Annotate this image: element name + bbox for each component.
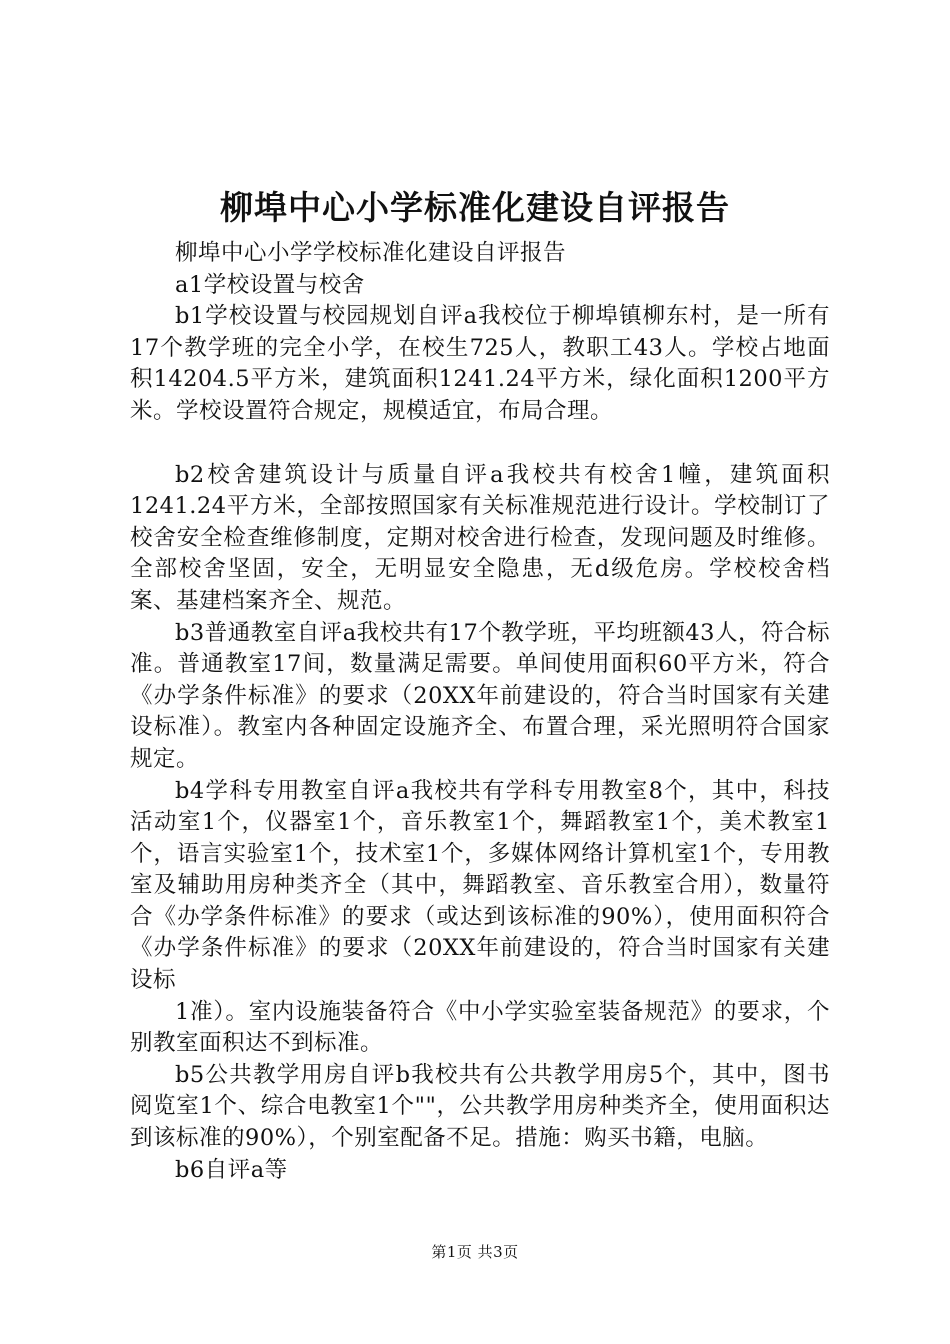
paragraph-b2: b2校舍建筑设计与质量自评a我校共有校舍1幢，建筑面积1241.24平方米，全部按照国家有关标准规范进行设计。学校制订了校舍安全检查维修制度，定期对校舍进行检查，发现问题及时维修。全部校舍坚固，安全，无明显安全隐患，无d级危房。学校校舍档案、基建档案齐全、规范。 [130,461,830,614]
paragraph-b4: b4学科专用教室自评a我校共有学科专用教室8个，其中，科技活动室1个，仪器室1个，音乐教室1个，舞蹈教室1个，美术教室1个，语言实验室1个，技术室1个，多媒体网络计算机室1个，专用教室及辅助用房种类齐全（其中，舞蹈教室、音乐教室合用），数量符合《办学条件标准》的要求（或达到该标准的90%），使用面积符合《办学条件标准》的要求（20XX年前建设的，符合当时国家有关建设标 [130,777,830,994]
paragraph-subtitle: 柳埠中心小学学校标准化建设自评报告 [175,240,567,266]
paragraph-section-a1: a1学校设置与校舍 [175,271,365,298]
paragraph-b5: b5公共教学用房自评b我校共有公共教学用房5个，其中，图书阅览室1个、综合电教室1个""，公共教学用房种类齐全，使用面积达到该标准的90%），个别室配备不足。措施：购买书籍，电脑。 [130,1061,830,1152]
document-title: 柳埠中心小学标准化建设自评报告 [220,188,730,227]
paragraph-b3: b3普通教室自评a我校共有17个教学班，平均班额43人，符合标准。普通教室17间，数量满足需要。单间使用面积60平方米，符合《办学条件标准》的要求（20XX年前建设的，符合当时国家有关建设标准）。教室内各种固定设施齐全、布置合理，采光照明符合国家规定。 [130,619,830,772]
paragraph-b4-continued: 1准）。室内设施装备符合《中小学实验室装备规范》的要求，个别教室面积达不到标准。 [130,998,830,1057]
paragraph-b1: b1学校设置与校园规划自评a我校位于柳埠镇柳东村，是一所有17个教学班的完全小学，在校生725人，教职工43人。学校占地面积14204.5平方米，建筑面积1241.24平方米，绿化面积1200平方米。学校设置符合规定，规模适宜，布局合理。 [130,303,830,424]
document-body [130,238,830,1186]
page-number-footer: 第1页 共3页 [431,1243,519,1261]
paragraph-b6: b6自评a等 [175,1156,288,1183]
